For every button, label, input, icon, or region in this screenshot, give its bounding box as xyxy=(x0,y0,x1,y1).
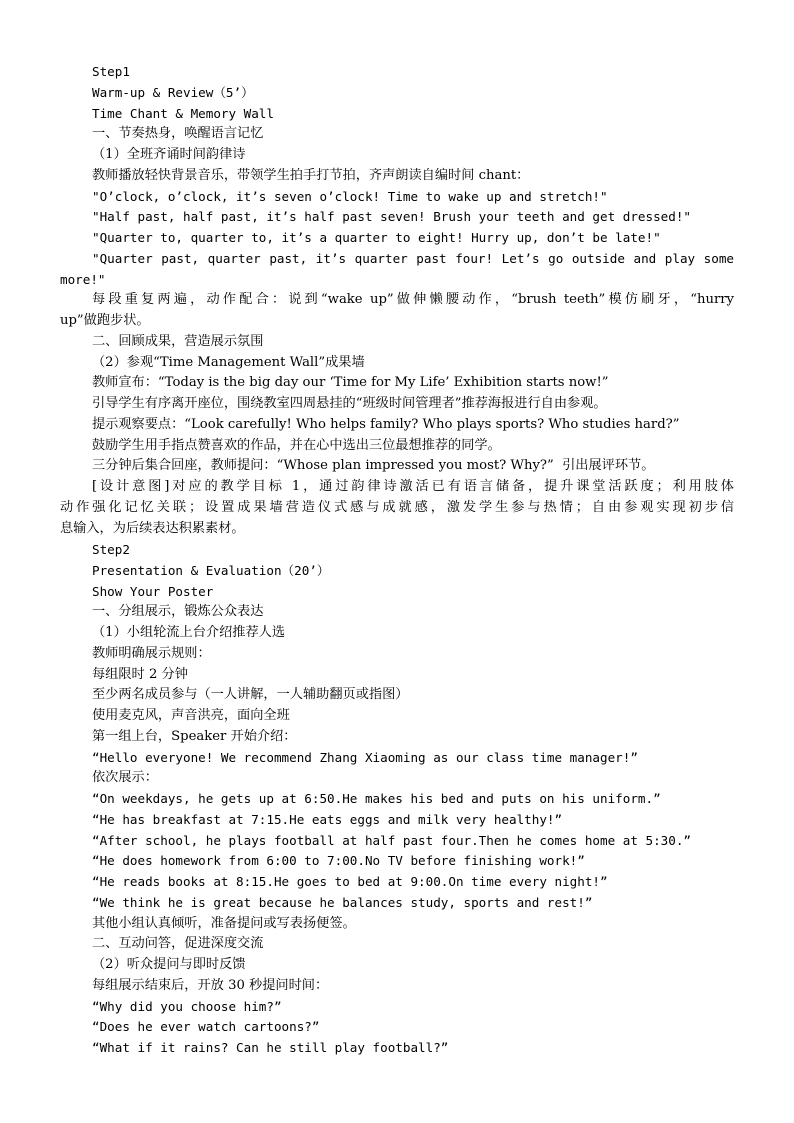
show-line: “After school, he plays football at half past four.Then he comes home at 5:30.” xyxy=(92,833,691,848)
step1-section2-heading: 二、回顾成果，营造展示氛围 xyxy=(92,334,264,349)
in-order: 依次展示： xyxy=(92,770,158,785)
step1-activity: Time Chant & Memory Wall xyxy=(92,106,274,121)
step1-title: Step1 xyxy=(92,64,130,79)
question-line: “What if it rains? Can he still play football?” xyxy=(92,1040,449,1055)
step2-section1-heading: 一、分组展示，锻炼公众表达 xyxy=(92,604,264,619)
step2-item2: （2）听众提问与即时反馈 xyxy=(92,957,246,972)
opening-line: “Hello everyone! We recommend Zhang Xiaoming as our class time manager!” xyxy=(92,750,638,765)
listen-note: 其他小组认真倾听，准备提问或写表扬便签。 xyxy=(92,916,356,931)
chant-line-wrap-end: more!" xyxy=(60,272,106,287)
rule-item: 每组限时 2 分钟 xyxy=(92,667,188,682)
show-line: “We think he is great because he balances study, sports and rest!” xyxy=(92,895,593,910)
step2-activity: Show Your Poster xyxy=(92,584,214,599)
qa-intro: 每组展示结束后，开放 30 秒提问时间： xyxy=(92,978,329,993)
show-line: “He has breakfast at 7:15.He eats eggs and milk very healthy!” xyxy=(92,812,563,827)
step1-subtitle: Warm-up & Review（5’） xyxy=(92,85,254,100)
design-intent: [设计意图]对应的教学目标 1，通过韵律诗激活已有语言储备，提升课堂活跃度；利用肢体 xyxy=(92,479,734,494)
design-intent-end: 息输入，为后续表达积累素材。 xyxy=(60,521,245,536)
show-line: “He does homework from 6:00 to 7:00.No TV before finishing work!” xyxy=(92,853,585,868)
repeat-instruction: 每段重复两遍，动作配合：说到“wake up”做伸懒腰动作，“brush teeth”模仿刷牙，“hurry xyxy=(92,292,734,307)
chant-line: "O’clock, o’clock, it’s seven o’clock! Time to wake up and stretch!" xyxy=(92,189,608,204)
chant-line: "Half past, half past, it’s half past seven! Brush your teeth and get dressed!" xyxy=(92,209,691,224)
step2-section2-heading: 二、互动问答，促进深度交流 xyxy=(92,936,264,951)
step2-item1: （1）小组轮流上台介绍推荐人选 xyxy=(92,625,286,640)
design-intent-cont: 动作强化记忆关联；设置成果墙营造仪式感与成就感，激发学生参与热情；自由参观实现初步信 xyxy=(60,500,734,515)
show-line: “He reads books at 8:15.He goes to bed at 9:00.On time every night!” xyxy=(92,874,608,889)
rule-item: 至少两名成员参与（一人讲解，一人辅助翻页或指图） xyxy=(92,687,409,702)
step2-subtitle: Presentation & Evaluation（20’） xyxy=(92,563,330,578)
question-line: “Does he ever watch cartoons?” xyxy=(92,1019,320,1034)
gather-question: 三分钟后集合回座，教师提问：“Whose plan impressed you most? Why?” 引出展评环节。 xyxy=(92,458,655,473)
step1-item2: （2）参观“Time Management Wall”成果墙 xyxy=(92,355,365,370)
question-line: “Why did you choose him?” xyxy=(92,999,282,1014)
chant-line: "Quarter to, quarter to, it’s a quarter to eight! Hurry up, don’t be late!" xyxy=(92,230,661,245)
rule-item: 使用麦克风，声音洪亮，面向全班 xyxy=(92,708,290,723)
step1-section1-heading: 一、节奏热身，唤醒语言记忆 xyxy=(92,126,264,141)
rules-intro: 教师明确展示规则： xyxy=(92,646,211,661)
guide-students: 引导学生有序离开座位，围绕教室四周悬挂的“班级时间管理者”推荐海报进行自由参观。 xyxy=(92,396,607,411)
step2-title: Step2 xyxy=(92,542,130,557)
observation-hint: 提示观察要点：“Look carefully! Who helps family? Who plays sports? Who studies hard?” xyxy=(92,417,680,432)
first-group: 第一组上台，Speaker 开始介绍： xyxy=(92,729,297,744)
encourage-students: 鼓励学生用手指点赞喜欢的作品，并在心中选出三位最想推荐的同学。 xyxy=(92,438,501,453)
chant-line-wrap: "Quarter past, quarter past, it’s quarter past four! Let’s go outside and play some xyxy=(92,251,734,266)
step1-item1-desc: 教师播放轻快背景音乐，带领学生拍手打节拍，齐声朗读自编时间 chant： xyxy=(92,168,530,183)
repeat-instruction-end: up”做跑步状。 xyxy=(60,313,150,328)
show-line: “On weekdays, he gets up at 6:50.He makes his bed and puts on his uniform.” xyxy=(92,791,661,806)
step1-item1: （1）全班齐诵时间韵律诗 xyxy=(92,147,246,162)
teacher-announcement: 教师宣布：“Today is the big day our ‘Time for My Life’ Exhibition starts now!” xyxy=(92,375,609,390)
